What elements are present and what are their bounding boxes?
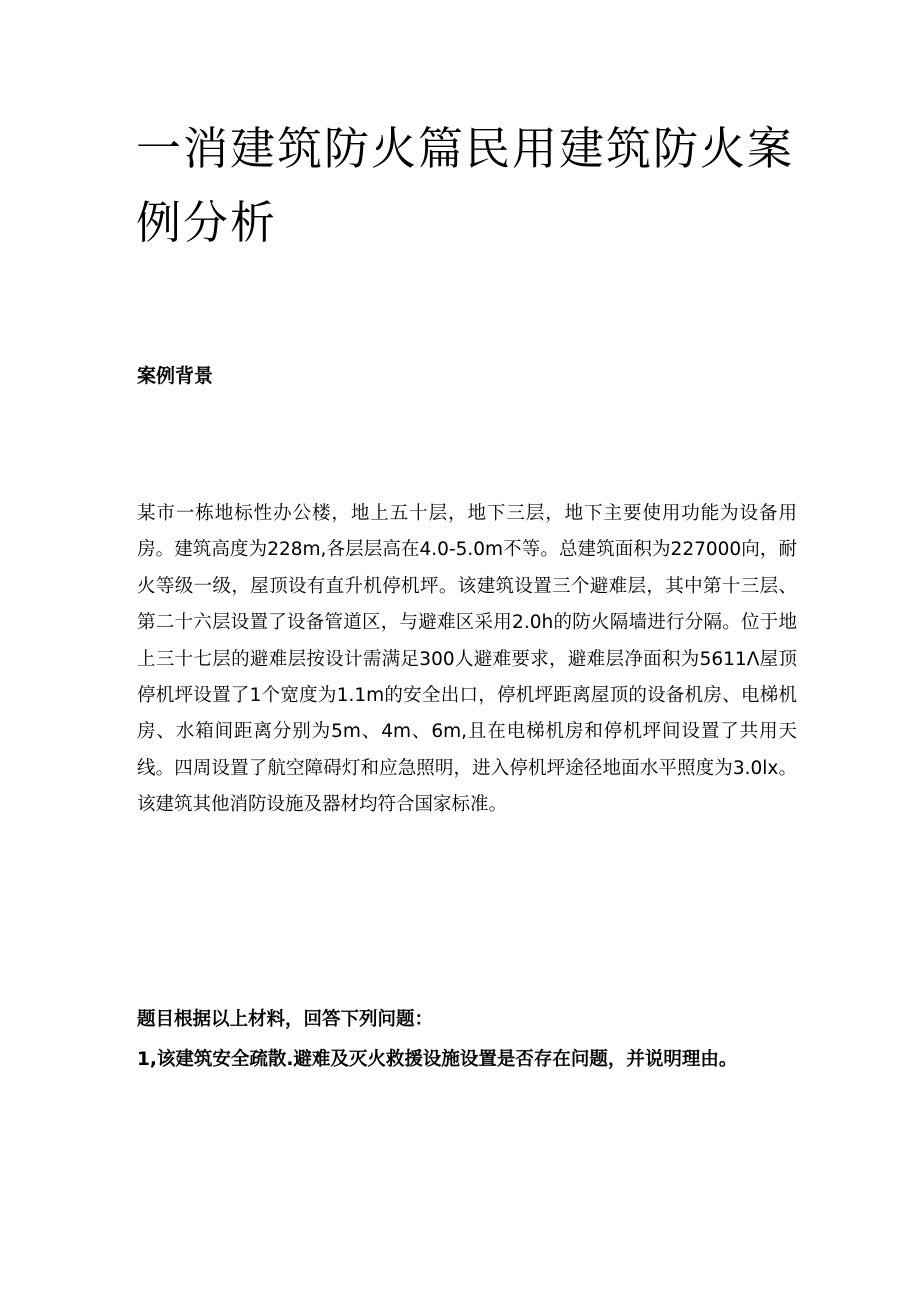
section-heading-case-background: 案例背景 — [137, 365, 214, 387]
questions-block — [137, 1005, 797, 1085]
document-title: 一消建筑防火篇民用建筑防火案例分析 — [136, 122, 795, 249]
case-description-paragraph: 某市一栋地标性办公楼，地上五十层，地下三层，地下主要使用功能为设备用房。建筑高度为228m,各层层高在4.0-5.0m不等。总建筑面积为227000向，耐火等级一级，屋顶设有直升机停机坪。该建筑设置三个避难层，其中第十三层、第二十六层设置了设备管道区，与避难区采用2.0h的防火隔墙进行分隔。位于地上三十七层的避难层按设计需满足300人避难要求，避难层净面积为5611Λ屋顶停机坪设置了1个宽度为1.1m的安全出口，停机坪距离屋顶的设备机房、电梯机房、水箱间距离分别为5m、4m、6m,且在电梯机房和停机坪间设置了共用天线。四周设置了航空障碍灯和应急照明，进入停机坪途径地面水平照度为3.0lx。该建筑其他消防设施及器材均符合国家标准。 — [137, 503, 797, 816]
question-item: 1,该建筑安全疏散.避难及灭火救援设施设置是否存在问题，并说明理由。 — [137, 1049, 738, 1070]
question-intro: 题目根据以上材料，回答下列问题： — [137, 1009, 434, 1030]
